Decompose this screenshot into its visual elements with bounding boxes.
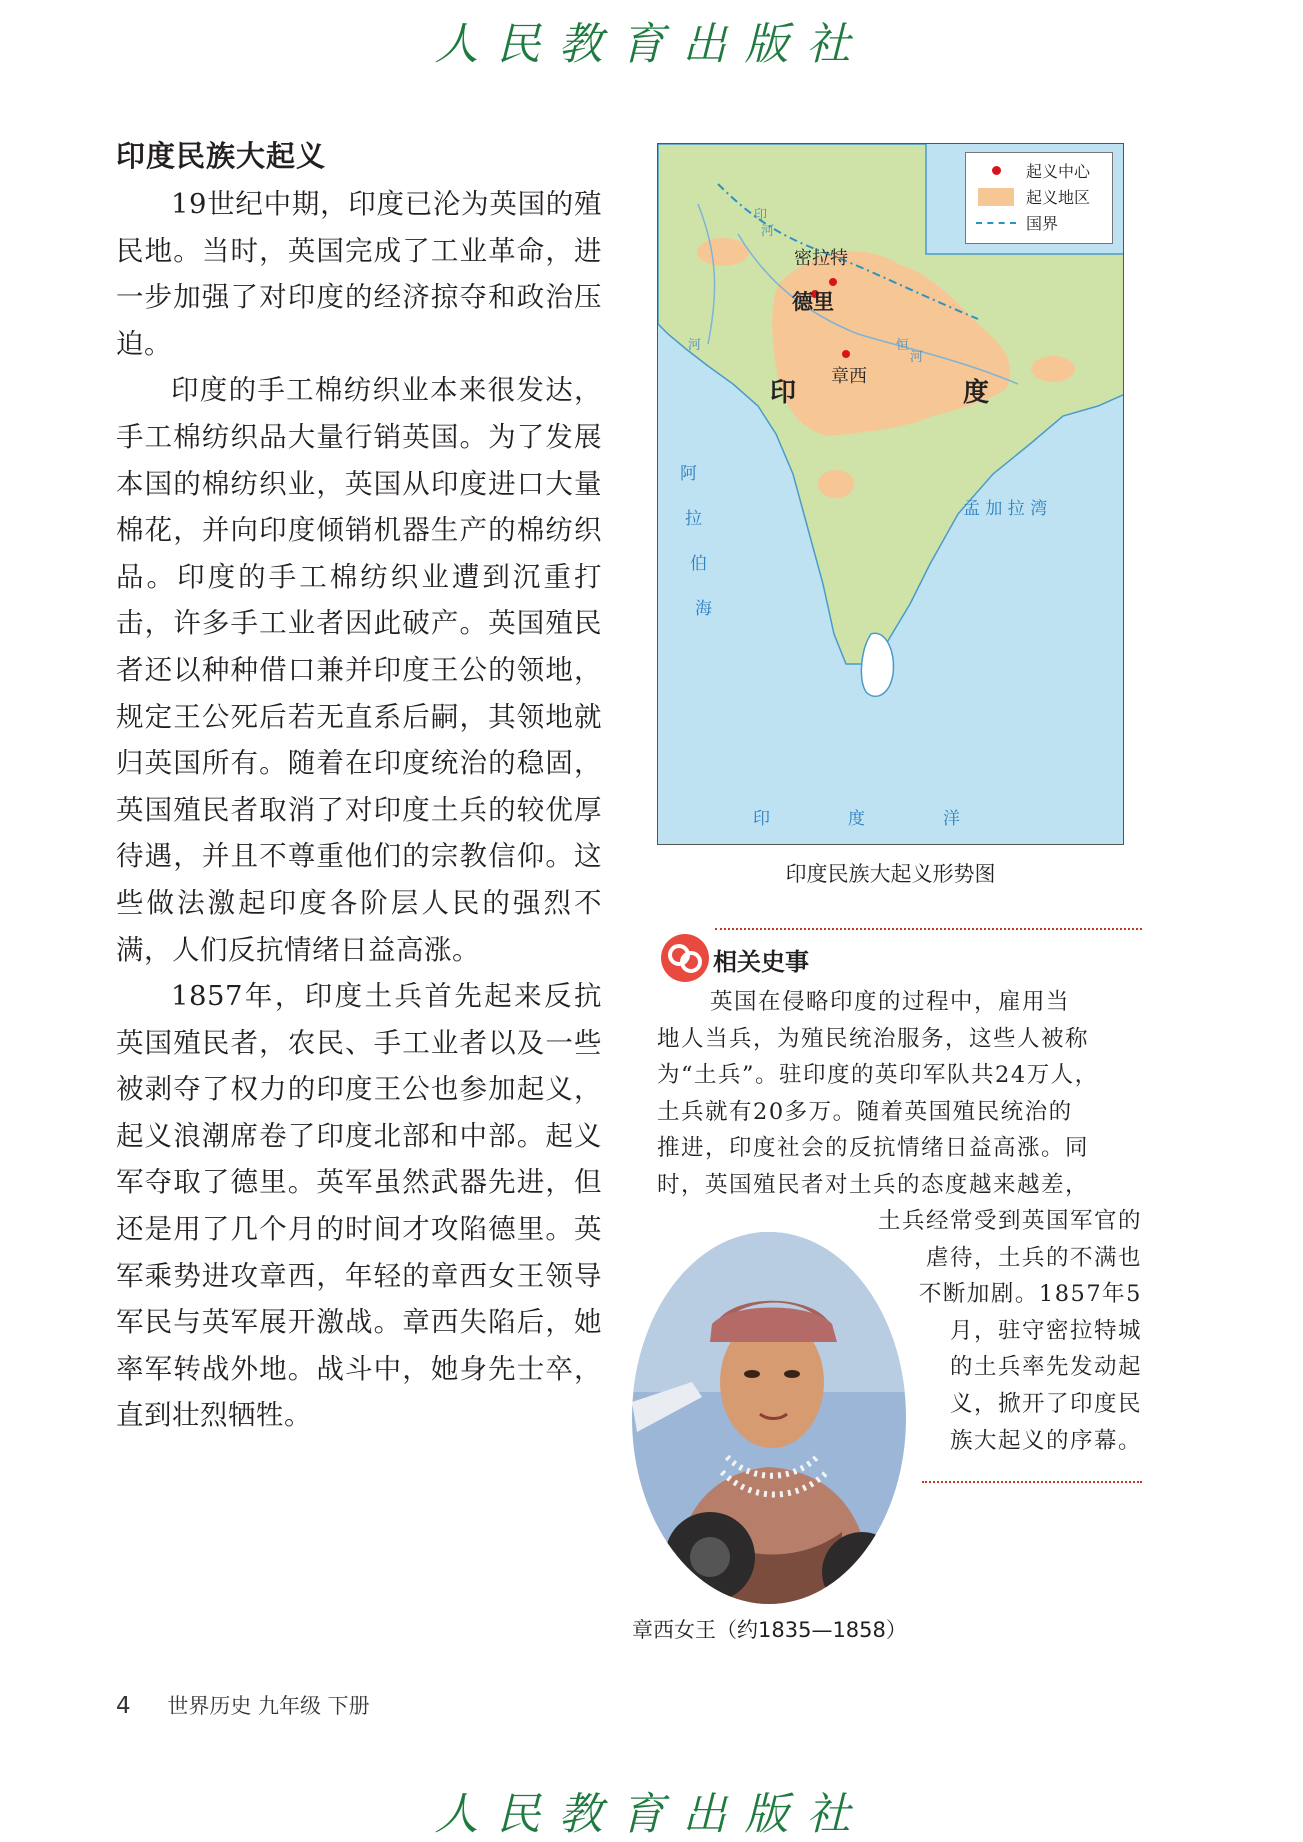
legend-center: 起义中心 <box>974 159 1090 182</box>
publisher-header: 人民教育出版社 <box>434 19 869 70</box>
divider-bottom <box>922 1481 1142 1483</box>
section-title: 印度民族大起义 <box>116 139 327 173</box>
page-footer <box>116 1690 370 1720</box>
map-caption: 印度民族大起义形势图 <box>785 862 996 886</box>
label-river: 河 <box>910 350 924 365</box>
divider-top <box>715 928 1142 930</box>
related-title: 相关史事 <box>713 948 809 976</box>
label-ocean-3: 洋 <box>943 809 960 829</box>
sri-lanka <box>861 633 893 696</box>
label-arabian-1: 阿 <box>680 464 697 484</box>
rani-portrait <box>632 1232 906 1604</box>
label-jhansi: 章西 <box>831 366 867 387</box>
paragraph: 19世纪中期，印度已沦为英国的殖民地。当时，英国完成了工业革命，进一步加强了对印度的经济掠夺和政治压迫。 <box>116 188 602 360</box>
portrait-caption: 章西女王（约1835—1858） <box>632 1618 907 1642</box>
label-india-2: 度 <box>963 378 990 408</box>
map-legend <box>965 152 1113 244</box>
label-river: 河 <box>688 338 702 353</box>
portrait-image <box>632 1232 906 1604</box>
label-india-1: 印 <box>770 378 797 408</box>
publisher-footer: 人民教育出版社 <box>434 1789 869 1840</box>
border-line-icon <box>976 222 1016 224</box>
label-ocean-2: 度 <box>848 809 865 829</box>
label-river: 恒 <box>896 338 910 353</box>
dot-icon <box>992 166 1001 175</box>
label-arabian-4: 海 <box>695 599 712 619</box>
label-river: 印 <box>754 208 768 223</box>
related-text-wrap: 土兵经常受到英国军官的 虐待，土兵的不满也 不断加剧。1857年5 月，驻守密拉特城 的土兵率先发动起 义，掀开了印度民 族大起义的序幕。 <box>877 1208 1142 1454</box>
label-delhi: 德里 <box>792 290 834 314</box>
body-text <box>116 181 602 1439</box>
label-arabian-2: 拉 <box>685 509 702 529</box>
label-bengal: 孟 加 拉 湾 <box>963 499 1048 519</box>
main-text-column <box>116 134 602 1439</box>
label-ocean-1: 印 <box>753 809 770 829</box>
legend-border: 国界 <box>974 211 1058 234</box>
area-swatch-icon <box>978 188 1014 206</box>
uprising-map <box>657 143 1124 845</box>
paragraph: 印度的手工棉纺织业本来很发达，手工棉纺织品大量行销英国。为了发展本国的棉纺织业，英国从印度进口大量棉花，并向印度倾销机器生产的棉纺织品。印度的手工棉纺织业遭到沉重打击，许多手工业者因此破产。英国殖民者还以种种借口兼并印度王公的领地，规定王公死后若无直系后嗣，其领地就归英国所有。随着在印度统治的稳固，英国殖民者取消了对印度土兵的较优厚待遇，并且不尊重他们的宗教信仰。这些做法激起印度各阶层人民的强烈不满，人们反抗情绪日益高涨。 <box>116 374 602 966</box>
paragraph: 1857年，印度土兵首先起来反抗英国殖民者，农民、手工业者以及一些被剥夺了权力的印度王公也参加起义，起义浪潮席卷了印度北部和中部。起义军夺取了德里。英军虽然武器先进，但还是用了几个月的时间才攻陷德里。英军乘势进攻章西，年轻的章西女王领导军民与英军展开激战。章西失陷后，她率军转战外地。战斗中，她身先士卒，直到壮烈牺牲。 <box>116 980 602 1432</box>
map-graphic <box>658 144 1124 845</box>
jhansi-marker <box>842 350 850 358</box>
label-meerut: 密拉特 <box>794 248 848 269</box>
book-title: 世界历史 九年级 下册 <box>167 1694 370 1718</box>
legend-area: 起义地区 <box>974 185 1090 208</box>
label-river: 河 <box>761 224 775 239</box>
meerut-marker <box>829 278 837 286</box>
related-text-full: 英国在侵略印度的过程中，雇用当 地人当兵，为殖民统治服务，这些人被称 为“土兵”。驻印度的英印军队共24万人， 土兵就有20多万。随着英国殖民统治的 推进，印度社会的反抗情绪日益高涨。同 时，英国殖民者对土兵的态度越来越差， <box>657 989 1099 1198</box>
page-number: 4 <box>116 1693 131 1719</box>
label-arabian-3: 伯 <box>690 554 707 574</box>
related-history-icon <box>657 928 713 984</box>
